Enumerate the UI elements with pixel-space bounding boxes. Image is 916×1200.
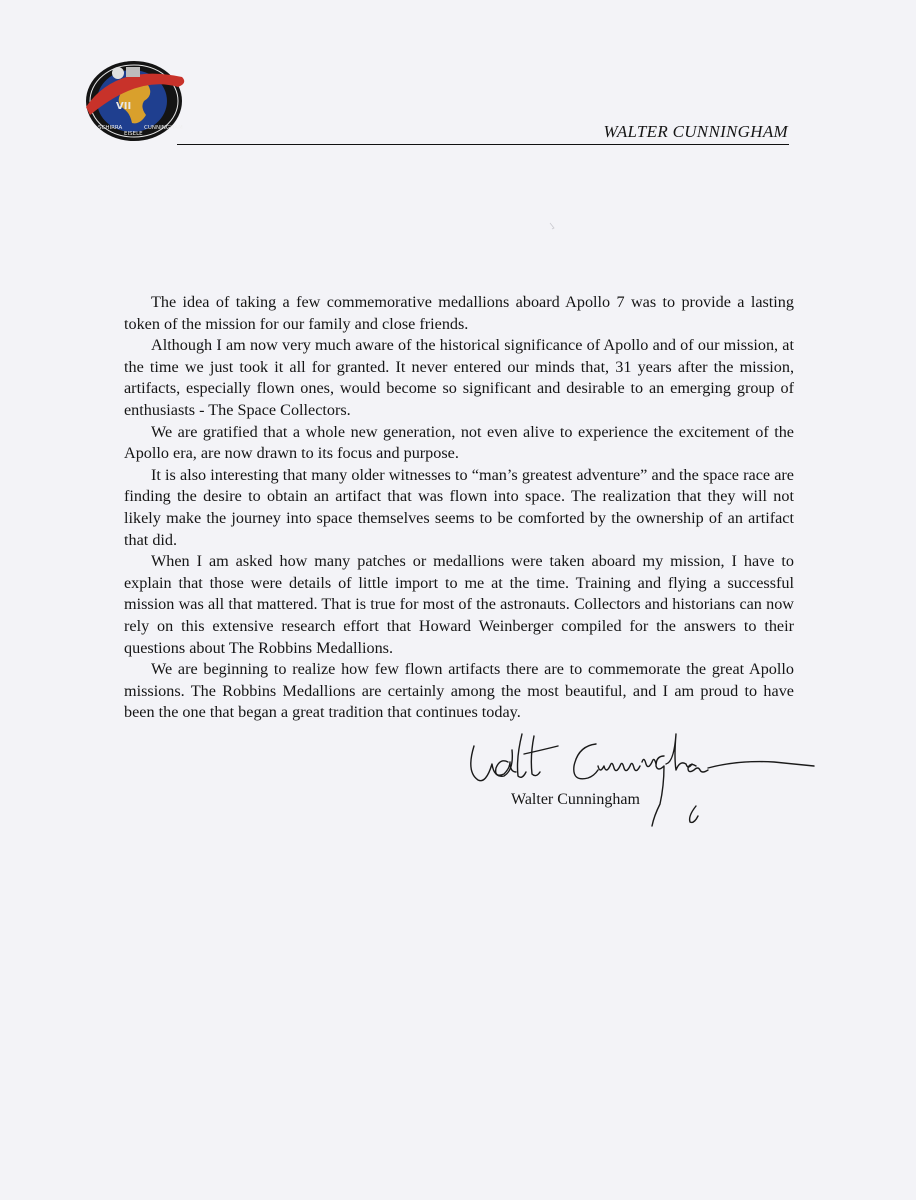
paragraph: Although I am now very much aware of the historical significance of Apollo and of our mission, at the time we just took it all for granted. It never entered our minds that, 31 years after the mission, artifacts, especially flown ones, would become so significant and desirable to an emerging group of enthusiasts - The Space Collectors. (124, 336, 794, 419)
letterhead-rule (177, 144, 789, 145)
apollo-7-mission-patch-icon (82, 55, 186, 145)
paper-mark (548, 222, 557, 231)
paragraph: When I am asked how many patches or medallions were taken aboard my mission, I have to explain that those were details of little import to me at the time. Training and flying a successful mission was all that mattered. That is true for most of the astronauts. Collectors and historians can now rely on this extensive research effort that Howard Weinberger compiled for the answers to their questions about The Robbins Medallions. (124, 552, 794, 657)
letterhead-name: WALTER CUNNINGHAM (603, 122, 788, 141)
paragraph: The idea of taking a few commemorative medallions aboard Apollo 7 was to provide a lasting token of the mission for our family and close friends. (124, 293, 794, 333)
patch-numeral: VII (116, 101, 132, 112)
paragraph: We are beginning to realize how few flown artifacts there are to commemorate the great Apollo missions. The Robbins Medallions are certainly among the most beautiful, and I am proud to have been the one that began a great tradition that continues today. (124, 660, 794, 722)
paragraph: We are gratified that a whole new generation, not even alive to experience the excitement of the Apollo era, are now drawn to its focus and purpose. (124, 422, 794, 463)
patch-lettering-1: SCHIRRA (98, 125, 123, 131)
signature-printed-name: Walter Cunningham (511, 791, 640, 808)
handwritten-signature (464, 726, 832, 830)
paragraph: It is also interesting that many older witnesses to “man’s greatest adventure” and the space race are finding the desire to obtain an artifact that was flown into space. The realization that they will not likely make the journey into space themselves seems to be comforted by the ownership of an artifact that did. (124, 465, 794, 549)
patch-lettering-3: CUNNINGHAM (144, 125, 183, 131)
letter-body (124, 292, 794, 724)
patch-lettering-2: EISELE (124, 131, 143, 137)
